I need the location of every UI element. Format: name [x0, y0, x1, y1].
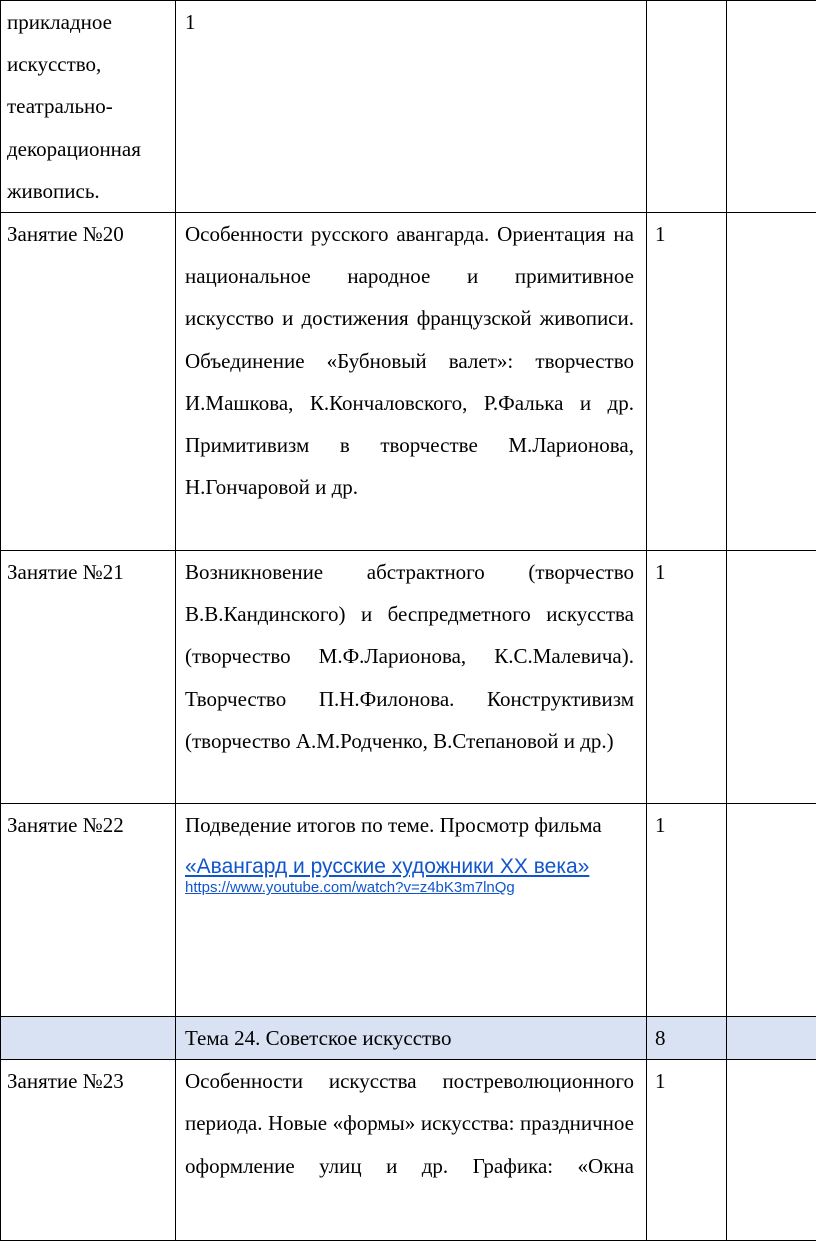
table-row	[1, 551, 816, 804]
lesson-description: Возникновение абстрактного (творчество В.В.Кандинского) и беспредметного искусства (творчество М.Ф.Ларионова, К.С.Малевича). Творчество П.Н.Филонова. Конструктивизм (творчество А.М.Родченко, В.Степановой и др.)	[185, 551, 634, 762]
first-col-line: искусство,	[7, 43, 171, 85]
lesson-cell: Занятие №20	[1, 213, 176, 551]
notes-cell	[727, 804, 816, 1017]
notes-cell	[727, 1060, 816, 1241]
hours-cell: 1	[647, 213, 727, 551]
first-col-line: живопись.	[7, 170, 171, 212]
lesson-cell: Занятие №21	[1, 551, 176, 804]
lesson-description: Особенности искусства постреволюционного периода. Новые «формы» искусства: праздничное оформление улиц и др. Графика: «Окна	[185, 1060, 634, 1187]
topic-row	[1, 1017, 816, 1060]
hours-cell	[647, 1, 727, 213]
lesson-cell	[1, 1, 176, 213]
first-col-line: театрально-	[7, 85, 171, 127]
hours-cell: 1	[647, 1060, 727, 1241]
hours-cell: 1	[647, 551, 727, 804]
film-link-title[interactable]: «Авангард и русские художники XX века»	[185, 854, 634, 879]
lesson-description: Особенности русского авангарда. Ориентация на национальное народное и примитивное искусство и достижения французской живописи. Объединение «Бубновый валет»: творчество И.Машкова, К.Кончаловского, Р.Фалька и др. Примитивизм в творчестве М.Ларионова, Н.Гончаровой и др.	[185, 213, 634, 508]
notes-cell	[727, 213, 816, 551]
table-row	[1, 804, 816, 1017]
lesson-description: Подведение итогов по теме. Просмотр фильма	[185, 804, 634, 846]
description-cell	[176, 804, 647, 1017]
first-col-line: прикладное	[7, 1, 171, 43]
notes-cell	[727, 1, 816, 213]
hours-value: 1	[185, 1, 634, 43]
hours-cell: 1	[647, 804, 727, 1017]
film-link-url[interactable]: https://www.youtube.com/watch?v=z4bK3m7lnQg	[185, 879, 634, 897]
lesson-cell	[1, 1017, 176, 1060]
lesson-cell: Занятие №23	[1, 1060, 176, 1241]
notes-cell	[727, 1017, 816, 1060]
first-col-line: декорационная	[7, 128, 171, 170]
description-cell	[176, 1, 647, 213]
notes-cell	[727, 551, 816, 804]
lesson-cell: Занятие №22	[1, 804, 176, 1017]
description-cell	[176, 213, 647, 551]
table-row	[1, 1060, 816, 1241]
hours-cell: 8	[647, 1017, 727, 1060]
description-cell	[176, 551, 647, 804]
topic-title: Тема 24. Советское искусство	[176, 1017, 647, 1060]
table-row	[1, 213, 816, 551]
table-row	[1, 1, 816, 213]
description-cell	[176, 1060, 647, 1241]
